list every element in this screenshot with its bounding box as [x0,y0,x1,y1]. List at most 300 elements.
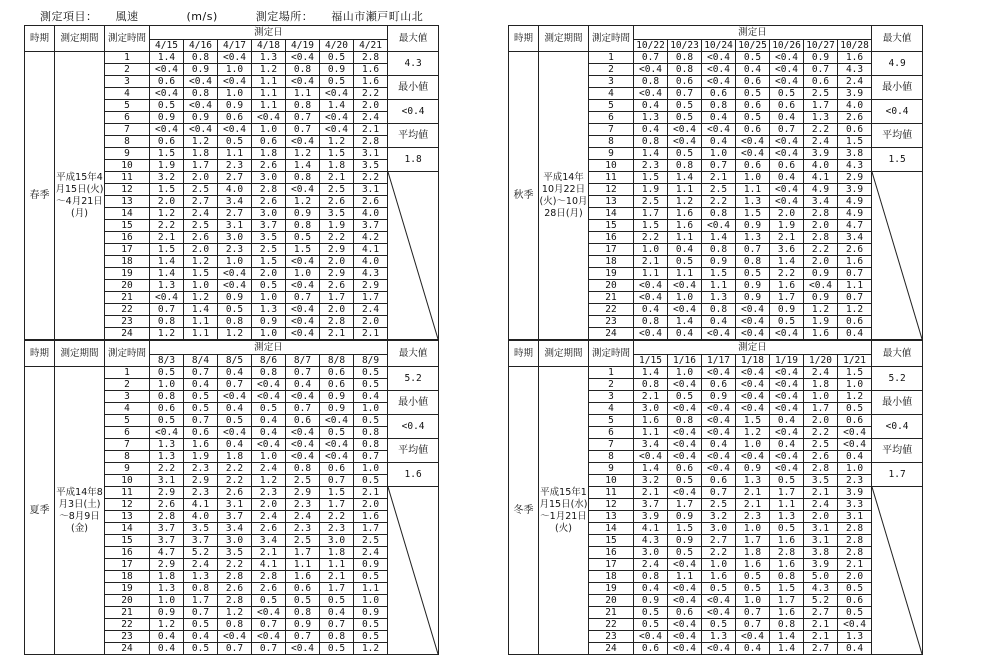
value-cell: 0.9 [354,559,388,571]
value-cell: 0.5 [252,403,286,415]
value-cell: 3.9 [804,148,838,160]
value-cell: 0.5 [218,415,252,427]
diagonal-slash [388,172,439,340]
value-cell: 0.7 [354,451,388,463]
value-cell: 0.5 [736,268,770,280]
value-cell: 4.0 [354,256,388,268]
hour-cell: 16 [589,232,634,244]
value-cell: 0.6 [668,463,702,475]
value-cell: 2.0 [354,316,388,328]
value-cell: 2.6 [252,583,286,595]
value-cell: 2.9 [320,268,354,280]
value-cell: 1.9 [320,220,354,232]
value-cell: 2.8 [770,547,804,559]
value-cell: 1.2 [804,304,838,316]
value-cell: 0.9 [184,112,218,124]
value-cell: 3.2 [150,172,184,184]
value-cell: 3.8 [838,148,872,160]
value-cell: 3.7 [252,220,286,232]
value-cell: <0.4 [736,391,770,403]
value-cell: <0.4 [184,100,218,112]
value-cell: 2.5 [702,499,736,511]
hour-cell: 24 [105,643,150,655]
value-cell: <0.4 [286,328,320,340]
value-cell: 0.5 [218,136,252,148]
value-cell: <0.4 [150,124,184,136]
max-value: 4.9 [872,52,923,76]
hour-col-header: 測定時間 [105,341,150,367]
value-cell: 2.9 [838,172,872,184]
period-label: 平成14年10月22日(火)～10月28日(月) [539,52,589,340]
value-cell: 2.5 [184,220,218,232]
value-cell: 3.5 [218,547,252,559]
value-cell: 2.5 [252,244,286,256]
value-cell: 1.8 [320,547,354,559]
hour-cell: 20 [105,280,150,292]
hour-cell: 4 [589,403,634,415]
value-cell: 0.6 [838,595,872,607]
value-cell: 1.5 [702,268,736,280]
value-cell: <0.4 [218,427,252,439]
hour-cell: 19 [589,583,634,595]
value-cell: 1.2 [150,619,184,631]
value-cell: 3.7 [634,499,668,511]
period-label: 平成15年4月15日(火)～4月21日(月) [55,52,105,340]
date-header: 1/19 [770,355,804,367]
value-cell: 2.2 [634,232,668,244]
value-cell: 2.2 [150,220,184,232]
value-cell: 0.5 [320,595,354,607]
value-cell: 0.9 [286,619,320,631]
value-cell: 0.6 [736,160,770,172]
hour-cell: 22 [589,304,634,316]
value-cell: 1.3 [736,232,770,244]
max-value: 5.2 [388,367,439,391]
value-cell: 0.4 [770,112,804,124]
value-cell: <0.4 [150,88,184,100]
value-cell: <0.4 [702,220,736,232]
value-cell: <0.4 [634,451,668,463]
value-cell: 1.1 [634,268,668,280]
value-cell: 2.2 [218,559,252,571]
value-cell: 0.9 [218,292,252,304]
value-cell: 1.0 [838,463,872,475]
value-cell: 2.2 [150,463,184,475]
value-cell: 0.6 [320,367,354,379]
value-cell: 3.0 [252,208,286,220]
value-cell: <0.4 [736,379,770,391]
value-cell: 0.4 [736,64,770,76]
value-cell: 0.8 [702,304,736,316]
value-cell: 0.4 [702,136,736,148]
value-cell: 1.1 [838,280,872,292]
value-cell: 2.8 [838,535,872,547]
hour-cell: 23 [105,631,150,643]
value-cell: 4.9 [838,196,872,208]
value-cell: 0.4 [252,415,286,427]
value-cell: 0.4 [252,427,286,439]
hour-cell: 1 [589,367,634,379]
hour-cell: 16 [589,547,634,559]
value-cell: 2.8 [838,523,872,535]
value-cell: 0.8 [184,88,218,100]
wind-table [24,340,439,655]
value-cell: 0.8 [634,136,668,148]
value-cell: 1.0 [838,379,872,391]
value-cell: 0.5 [320,427,354,439]
value-cell: 4.0 [804,160,838,172]
period-col-header: 測定期間 [539,341,589,367]
value-cell: 1.7 [634,208,668,220]
date-header: 4/21 [354,40,388,52]
value-cell: <0.4 [286,136,320,148]
value-cell: 4.2 [354,232,388,244]
value-cell: 0.7 [286,124,320,136]
value-cell: 3.9 [838,88,872,100]
value-cell: 0.5 [320,52,354,64]
value-cell: 2.9 [354,280,388,292]
value-cell: 0.4 [354,391,388,403]
value-cell: 1.7 [770,292,804,304]
hour-cell: 2 [589,64,634,76]
value-cell: <0.4 [218,280,252,292]
value-cell: 1.0 [354,403,388,415]
value-cell: <0.4 [736,316,770,328]
value-cell: 1.0 [668,292,702,304]
value-cell: <0.4 [702,595,736,607]
value-cell: 0.5 [736,88,770,100]
value-cell: 2.4 [634,559,668,571]
value-cell: 2.9 [150,559,184,571]
hour-cell: 1 [105,367,150,379]
value-cell: 1.1 [634,427,668,439]
value-cell: 2.2 [354,172,388,184]
value-cell: <0.4 [668,379,702,391]
value-cell: 2.5 [804,88,838,100]
value-cell: 3.5 [320,208,354,220]
value-cell: 1.6 [354,64,388,76]
value-cell: 2.8 [804,208,838,220]
value-cell: 1.0 [702,148,736,160]
value-cell: 2.6 [252,196,286,208]
value-cell: <0.4 [668,595,702,607]
value-cell: 2.1 [634,487,668,499]
value-cell: 1.9 [770,220,804,232]
value-cell: <0.4 [320,124,354,136]
value-cell: 2.0 [184,244,218,256]
value-cell: 0.4 [286,379,320,391]
value-cell: 0.5 [184,643,218,655]
value-cell: 0.6 [150,76,184,88]
hour-cell: 6 [589,112,634,124]
value-cell: 1.1 [184,328,218,340]
hour-cell: 8 [105,451,150,463]
value-cell: 1.2 [354,643,388,655]
value-cell: <0.4 [668,439,702,451]
value-cell: 2.1 [838,559,872,571]
value-cell: 2.1 [770,232,804,244]
value-cell: 2.5 [702,184,736,196]
value-cell: 0.5 [736,112,770,124]
value-cell: 2.8 [252,184,286,196]
value-cell: 2.8 [218,571,252,583]
value-cell: <0.4 [702,124,736,136]
value-cell: 0.6 [770,100,804,112]
value-cell: 0.9 [668,511,702,523]
value-cell: 0.5 [770,475,804,487]
value-cell: 2.6 [838,112,872,124]
value-cell: <0.4 [770,64,804,76]
value-cell: 0.5 [668,100,702,112]
value-cell: <0.4 [668,451,702,463]
date-header: 8/7 [286,355,320,367]
avg-value: 1.8 [388,148,439,172]
value-cell: <0.4 [838,427,872,439]
period-label: 平成15年1月15日(水)～1月21日(火) [539,367,589,655]
value-cell: 2.0 [354,100,388,112]
value-cell: 2.0 [320,304,354,316]
value-cell: 2.2 [770,268,804,280]
value-cell: 1.8 [736,547,770,559]
value-cell: 0.8 [286,607,320,619]
value-cell: <0.4 [320,451,354,463]
value-cell: 3.5 [252,232,286,244]
value-cell: <0.4 [218,631,252,643]
value-cell: 0.5 [838,583,872,595]
max-label: 最大値 [872,26,923,52]
value-cell: 1.1 [668,184,702,196]
value-cell: 0.6 [634,643,668,655]
value-cell: 2.5 [286,535,320,547]
value-cell: <0.4 [634,88,668,100]
value-cell: 0.7 [668,88,702,100]
value-cell: 0.5 [634,619,668,631]
value-cell: <0.4 [286,280,320,292]
value-cell: 2.8 [252,571,286,583]
value-cell: 5.2 [184,547,218,559]
value-cell: <0.4 [770,367,804,379]
value-cell: 1.6 [184,439,218,451]
value-cell: 0.7 [320,619,354,631]
value-cell: 2.0 [804,415,838,427]
value-cell: <0.4 [320,112,354,124]
value-cell: 0.5 [184,619,218,631]
value-cell: <0.4 [702,64,736,76]
hour-cell: 13 [105,196,150,208]
hour-cell: 15 [105,220,150,232]
value-cell: 0.9 [770,304,804,316]
value-cell: 2.6 [838,244,872,256]
value-cell: 1.7 [770,595,804,607]
hour-cell: 19 [105,583,150,595]
value-cell: 3.6 [770,244,804,256]
value-cell: 0.7 [804,64,838,76]
value-cell: <0.4 [184,124,218,136]
value-cell: 1.5 [634,172,668,184]
date-header: 1/17 [702,355,736,367]
hour-cell: 15 [589,220,634,232]
value-cell: 3.7 [150,535,184,547]
value-cell: 1.6 [354,76,388,88]
value-cell: 1.0 [218,64,252,76]
value-cell: <0.4 [286,427,320,439]
value-cell: 2.0 [804,256,838,268]
value-cell: 0.9 [668,535,702,547]
value-cell: 1.2 [286,196,320,208]
value-cell: 2.2 [354,88,388,100]
value-cell: 0.7 [252,619,286,631]
value-cell: 1.2 [218,607,252,619]
value-cell: 1.6 [804,328,838,340]
value-cell: 0.6 [184,427,218,439]
value-cell: 0.5 [634,607,668,619]
avg-value: 1.6 [388,463,439,487]
value-cell: <0.4 [702,76,736,88]
value-cell: 1.4 [184,304,218,316]
value-cell: 0.6 [736,100,770,112]
value-cell: 1.6 [770,559,804,571]
value-cell: 3.9 [634,511,668,523]
value-cell: 0.5 [668,547,702,559]
header [40,8,437,24]
value-cell: 2.1 [320,328,354,340]
hour-cell: 7 [105,124,150,136]
value-cell: <0.4 [286,76,320,88]
value-cell: 3.5 [184,523,218,535]
value-cell: 2.6 [804,451,838,463]
value-cell: 2.5 [354,535,388,547]
value-cell: 0.8 [320,631,354,643]
value-cell: 1.4 [320,100,354,112]
value-cell: <0.4 [634,292,668,304]
value-cell: 0.6 [218,112,252,124]
item-value: 風速 [115,10,139,23]
avg-label: 平均値 [872,124,923,148]
value-cell: 1.6 [736,559,770,571]
value-cell: 0.5 [354,475,388,487]
wind-table [508,25,923,340]
value-cell: <0.4 [770,52,804,64]
value-cell: 0.9 [736,220,770,232]
block-spring [24,25,439,340]
value-cell: 1.7 [770,487,804,499]
value-cell: <0.4 [736,328,770,340]
hour-cell: 12 [105,184,150,196]
value-cell: 4.9 [804,184,838,196]
value-cell: 0.8 [634,379,668,391]
hour-cell: 5 [105,100,150,112]
value-cell: 1.0 [252,292,286,304]
hour-cell: 20 [589,280,634,292]
value-cell: <0.4 [770,451,804,463]
hour-cell: 3 [105,76,150,88]
value-cell: <0.4 [770,403,804,415]
date-header: 1/15 [634,355,668,367]
value-cell: 0.7 [736,619,770,631]
value-cell: <0.4 [736,136,770,148]
date-header: 1/18 [736,355,770,367]
hour-cell: 2 [105,64,150,76]
value-cell: 0.7 [184,367,218,379]
value-cell: 0.8 [770,571,804,583]
value-cell: 2.4 [354,547,388,559]
value-cell: 2.1 [252,547,286,559]
min-value: <0.4 [872,100,923,124]
value-cell: <0.4 [320,88,354,100]
value-cell: 0.4 [320,607,354,619]
value-cell: 2.0 [354,499,388,511]
value-cell: 1.9 [150,160,184,172]
value-cell: 3.1 [838,511,872,523]
value-cell: 0.4 [634,583,668,595]
value-cell: 2.1 [702,172,736,184]
value-cell: 0.9 [150,607,184,619]
date-header: 4/20 [320,40,354,52]
value-cell: <0.4 [218,391,252,403]
value-cell: 0.5 [354,619,388,631]
value-cell: <0.4 [770,463,804,475]
value-cell: 1.3 [804,112,838,124]
value-cell: 0.5 [668,391,702,403]
value-cell: 2.3 [736,511,770,523]
value-cell: 3.1 [804,535,838,547]
value-cell: 4.1 [354,244,388,256]
value-cell: 3.2 [634,475,668,487]
hour-cell: 17 [105,244,150,256]
value-cell: 4.1 [184,499,218,511]
value-cell: <0.4 [634,631,668,643]
value-cell: 0.5 [702,583,736,595]
value-cell: 0.5 [736,583,770,595]
value-cell: 0.7 [286,292,320,304]
value-cell: 1.3 [770,511,804,523]
value-cell: 0.9 [150,112,184,124]
value-cell: 1.8 [252,148,286,160]
value-cell: <0.4 [286,316,320,328]
value-cell: 0.9 [286,208,320,220]
date-header: 8/9 [354,355,388,367]
value-cell: 0.9 [184,64,218,76]
value-cell: <0.4 [838,439,872,451]
block-summer [24,340,439,655]
value-cell: 1.6 [770,280,804,292]
hour-cell: 21 [589,607,634,619]
unit: (m/s) [186,10,218,23]
hour-col-header: 測定時間 [589,26,634,52]
value-cell: 2.6 [252,523,286,535]
value-cell: 3.0 [218,535,252,547]
value-cell: 0.4 [634,304,668,316]
value-cell: 1.2 [838,304,872,316]
value-cell: 0.5 [770,88,804,100]
value-cell: 0.5 [668,475,702,487]
value-cell: 1.1 [736,184,770,196]
value-cell: 1.2 [252,475,286,487]
value-cell: 3.1 [218,220,252,232]
value-cell: 1.0 [150,379,184,391]
value-cell: 1.3 [150,583,184,595]
value-cell: 0.6 [838,316,872,328]
value-cell: 1.6 [838,256,872,268]
value-cell: <0.4 [286,304,320,316]
value-cell: 0.8 [668,160,702,172]
value-cell: 0.5 [320,643,354,655]
value-cell: 1.4 [150,52,184,64]
value-cell: 1.3 [150,280,184,292]
hour-cell: 10 [589,475,634,487]
value-cell: 0.7 [320,475,354,487]
value-cell: 1.0 [634,244,668,256]
